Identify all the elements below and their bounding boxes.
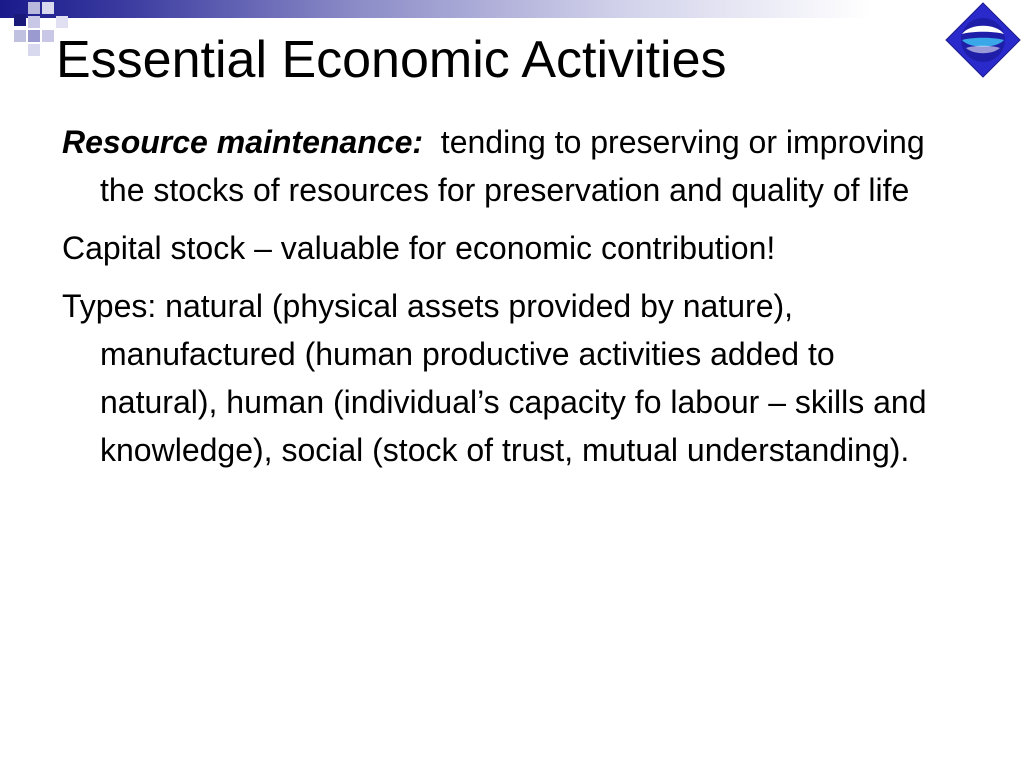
decorative-square <box>14 30 26 42</box>
bullet-types: Types: natural (physical assets provided by nature), manufactured (human productive activities added to natural), human (individual’s capacity fo labour – skills and knowledge), social (stock of trust, mutual understanding). <box>62 288 927 468</box>
decorative-square <box>28 2 40 14</box>
definition-resource-maintenance: tending to preserving or improving the stocks of resources for preservation and quality of life <box>100 124 934 208</box>
top-gradient-band <box>0 0 1024 18</box>
globe-logo-icon <box>944 1 1022 79</box>
slide-body <box>62 118 942 484</box>
decorative-square <box>42 2 54 14</box>
decorative-square <box>28 30 40 42</box>
decorative-square <box>28 16 40 28</box>
decorative-square <box>42 30 54 42</box>
bullet-resource-maintenance <box>62 118 942 214</box>
decorative-square <box>28 44 40 56</box>
decorative-square <box>56 16 68 28</box>
bullet-capital-stock: Capital stock – valuable for economic contribution! <box>62 230 776 266</box>
slide-title: Essential Economic Activities <box>56 31 727 89</box>
term-resource-maintenance: Resource maintenance: <box>62 124 424 160</box>
decorative-square <box>14 14 26 26</box>
